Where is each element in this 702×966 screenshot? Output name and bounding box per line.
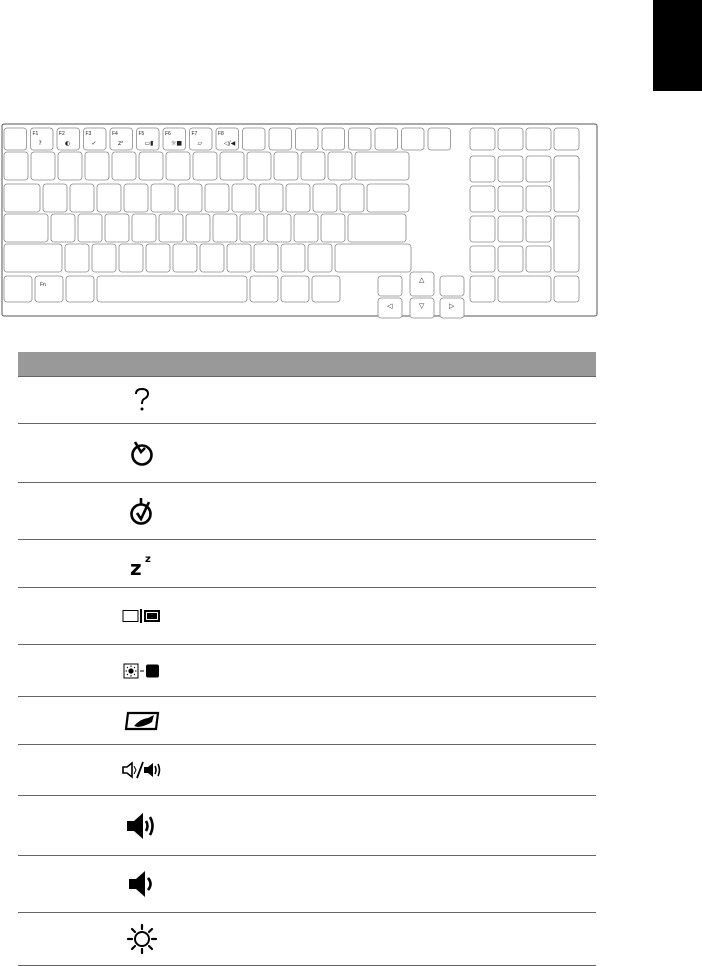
arrow-right-icon: ▷ bbox=[449, 302, 455, 310]
f-key-label: F4 bbox=[112, 131, 118, 137]
function-row-key bbox=[402, 128, 425, 150]
f-key-label: F5 bbox=[138, 131, 145, 137]
keyboard-key bbox=[139, 152, 163, 180]
f-key-symbol: ? bbox=[38, 140, 42, 147]
f-key-label: F7 bbox=[191, 131, 198, 137]
keyboard-key bbox=[321, 214, 345, 242]
screen-blank-icon bbox=[123, 663, 161, 679]
table-row bbox=[18, 697, 596, 745]
keypad-key bbox=[470, 128, 495, 150]
keyboard-key bbox=[78, 214, 102, 242]
function-row-key bbox=[269, 128, 292, 150]
touchpad-toggle-icon bbox=[122, 710, 162, 732]
keyboard-key bbox=[247, 152, 271, 180]
arrow-left-icon: ◁ bbox=[387, 302, 393, 310]
keypad-key bbox=[470, 246, 495, 272]
function-row-key bbox=[375, 128, 398, 150]
keyboard-key bbox=[281, 244, 305, 272]
keyboard-key bbox=[166, 152, 190, 180]
acer-empowering-key-icon bbox=[129, 439, 155, 467]
f-key-label: F2 bbox=[59, 131, 65, 137]
keypad-key bbox=[526, 128, 551, 150]
keyboard-key bbox=[58, 152, 82, 180]
keyboard-key bbox=[213, 214, 237, 242]
function-row-key bbox=[243, 128, 266, 150]
table-row bbox=[18, 913, 596, 966]
keyboard-key bbox=[112, 152, 136, 180]
table-row bbox=[18, 745, 596, 796]
header-icon bbox=[98, 352, 174, 376]
keyboard-key bbox=[220, 152, 244, 180]
table-row bbox=[18, 483, 596, 540]
function-row-key bbox=[428, 128, 451, 150]
keypad-key bbox=[470, 156, 495, 182]
table-row bbox=[18, 588, 596, 645]
keyboard-key bbox=[281, 276, 309, 302]
keyboard-key bbox=[240, 214, 264, 242]
speaker-toggle-icon bbox=[122, 761, 162, 779]
keyboard-key bbox=[200, 244, 224, 272]
table-header bbox=[18, 352, 596, 377]
keyboard-key bbox=[92, 244, 116, 272]
header-description bbox=[460, 352, 596, 376]
question-icon bbox=[133, 387, 151, 413]
keypad-key bbox=[470, 216, 495, 242]
keyboard-key bbox=[254, 244, 278, 272]
keyboard-key bbox=[367, 184, 409, 212]
table-row bbox=[18, 540, 596, 588]
keyboard-key bbox=[313, 184, 337, 212]
keyboard-key bbox=[335, 244, 411, 272]
volume-up-icon bbox=[125, 811, 159, 841]
keyboard-key bbox=[328, 152, 352, 180]
keyboard-key bbox=[340, 184, 364, 212]
keyboard-key bbox=[227, 244, 251, 272]
keyboard-key bbox=[119, 244, 143, 272]
keyboard-key bbox=[159, 214, 183, 242]
keypad-key bbox=[470, 186, 495, 212]
arrow-up-icon: △ bbox=[419, 276, 425, 284]
f-key-symbol: ☼■ bbox=[171, 140, 183, 147]
f-key-symbol: ◐ bbox=[65, 140, 71, 147]
table-row bbox=[18, 796, 596, 856]
function-row-key bbox=[322, 128, 345, 150]
keyboard-key bbox=[105, 214, 129, 242]
keyboard-key bbox=[232, 184, 256, 212]
table-row bbox=[18, 424, 596, 483]
volume-down-icon bbox=[127, 869, 157, 899]
keypad-tall-key bbox=[554, 156, 579, 212]
keypad-key bbox=[470, 276, 495, 302]
keyboard-key bbox=[259, 184, 283, 212]
chapter-tab bbox=[653, 0, 702, 91]
keyboard-key bbox=[186, 214, 210, 242]
keyboard-key bbox=[35, 276, 63, 302]
function-row-key bbox=[349, 128, 372, 150]
f-key-symbol: ✓ bbox=[91, 140, 97, 147]
keyboard-key bbox=[85, 152, 109, 180]
keyboard-key bbox=[301, 152, 325, 180]
keyboard-key bbox=[205, 184, 229, 212]
keyboard-key bbox=[178, 184, 202, 212]
keypad-key bbox=[526, 216, 551, 242]
keypad-key bbox=[526, 156, 551, 182]
keypad-key bbox=[554, 276, 579, 302]
keyboard-key bbox=[440, 276, 464, 296]
arrow-down-icon: ▽ bbox=[419, 302, 425, 310]
svg-text:z: z bbox=[130, 555, 142, 577]
hotkey-table bbox=[18, 352, 596, 966]
keyboard-diagram bbox=[0, 122, 702, 322]
keyboard-key bbox=[132, 214, 156, 242]
f-key-label: F6 bbox=[165, 131, 171, 137]
keyboard-key bbox=[4, 276, 32, 302]
keypad-key bbox=[498, 156, 523, 182]
fn-key-label: Fn bbox=[40, 282, 46, 288]
keyboard-key bbox=[355, 152, 409, 180]
table-row bbox=[18, 377, 596, 424]
keyboard-key bbox=[250, 276, 278, 302]
keyboard-key bbox=[65, 244, 89, 272]
display-toggle-icon bbox=[122, 609, 162, 623]
function-row-key bbox=[296, 128, 319, 150]
f-key-symbol: ▱ bbox=[197, 140, 203, 147]
keyboard-key bbox=[151, 184, 175, 212]
keypad-key bbox=[498, 186, 523, 212]
keyboard-key bbox=[70, 184, 94, 212]
keyboard-key bbox=[4, 184, 40, 212]
keyboard-key bbox=[378, 276, 402, 296]
keyboard-key bbox=[308, 244, 332, 272]
keyboard-key bbox=[294, 214, 318, 242]
keypad-key bbox=[554, 128, 579, 150]
header-hotkey bbox=[18, 352, 98, 376]
keyboard-key bbox=[193, 152, 217, 180]
keyboard-key bbox=[43, 184, 67, 212]
brightness-up-icon bbox=[126, 923, 158, 955]
keyboard-key bbox=[348, 214, 406, 242]
keyboard-key bbox=[267, 214, 291, 242]
system-property-icon bbox=[129, 496, 155, 526]
keyboard-key bbox=[173, 244, 197, 272]
keyboard-key bbox=[312, 276, 340, 302]
keypad-key bbox=[498, 246, 523, 272]
keyboard-key bbox=[146, 244, 170, 272]
f-key-label: F3 bbox=[85, 131, 92, 137]
function-row-key bbox=[4, 128, 27, 150]
f-key-symbol: ▭▮ bbox=[144, 140, 154, 147]
keypad-wide-key bbox=[498, 276, 551, 302]
keyboard-key bbox=[274, 152, 298, 180]
keyboard-key bbox=[31, 152, 55, 180]
keyboard-key bbox=[124, 184, 148, 212]
f-key-label: F8 bbox=[218, 131, 224, 137]
keyboard-key bbox=[51, 214, 75, 242]
keyboard-key bbox=[286, 184, 310, 212]
keypad-key bbox=[526, 186, 551, 212]
keyboard-key bbox=[4, 152, 28, 180]
svg-text:z: z bbox=[145, 553, 151, 565]
keyboard-key bbox=[66, 276, 94, 302]
table-row bbox=[18, 645, 596, 697]
keyboard-key bbox=[4, 214, 48, 242]
f-key-symbol: ◁/◀ bbox=[224, 140, 236, 147]
sleep-icon bbox=[128, 551, 156, 577]
header-function bbox=[174, 352, 460, 376]
keypad-key bbox=[498, 216, 523, 242]
keyboard-key bbox=[4, 244, 62, 272]
keypad-key bbox=[526, 246, 551, 272]
table-row bbox=[18, 856, 596, 913]
f-key-label: F1 bbox=[32, 131, 39, 137]
keypad-key bbox=[498, 128, 523, 150]
spacebar-key bbox=[97, 276, 247, 302]
keyboard-key bbox=[97, 184, 121, 212]
keypad-tall-key bbox=[554, 216, 579, 272]
f-key-symbol: zᶻ bbox=[118, 140, 124, 147]
